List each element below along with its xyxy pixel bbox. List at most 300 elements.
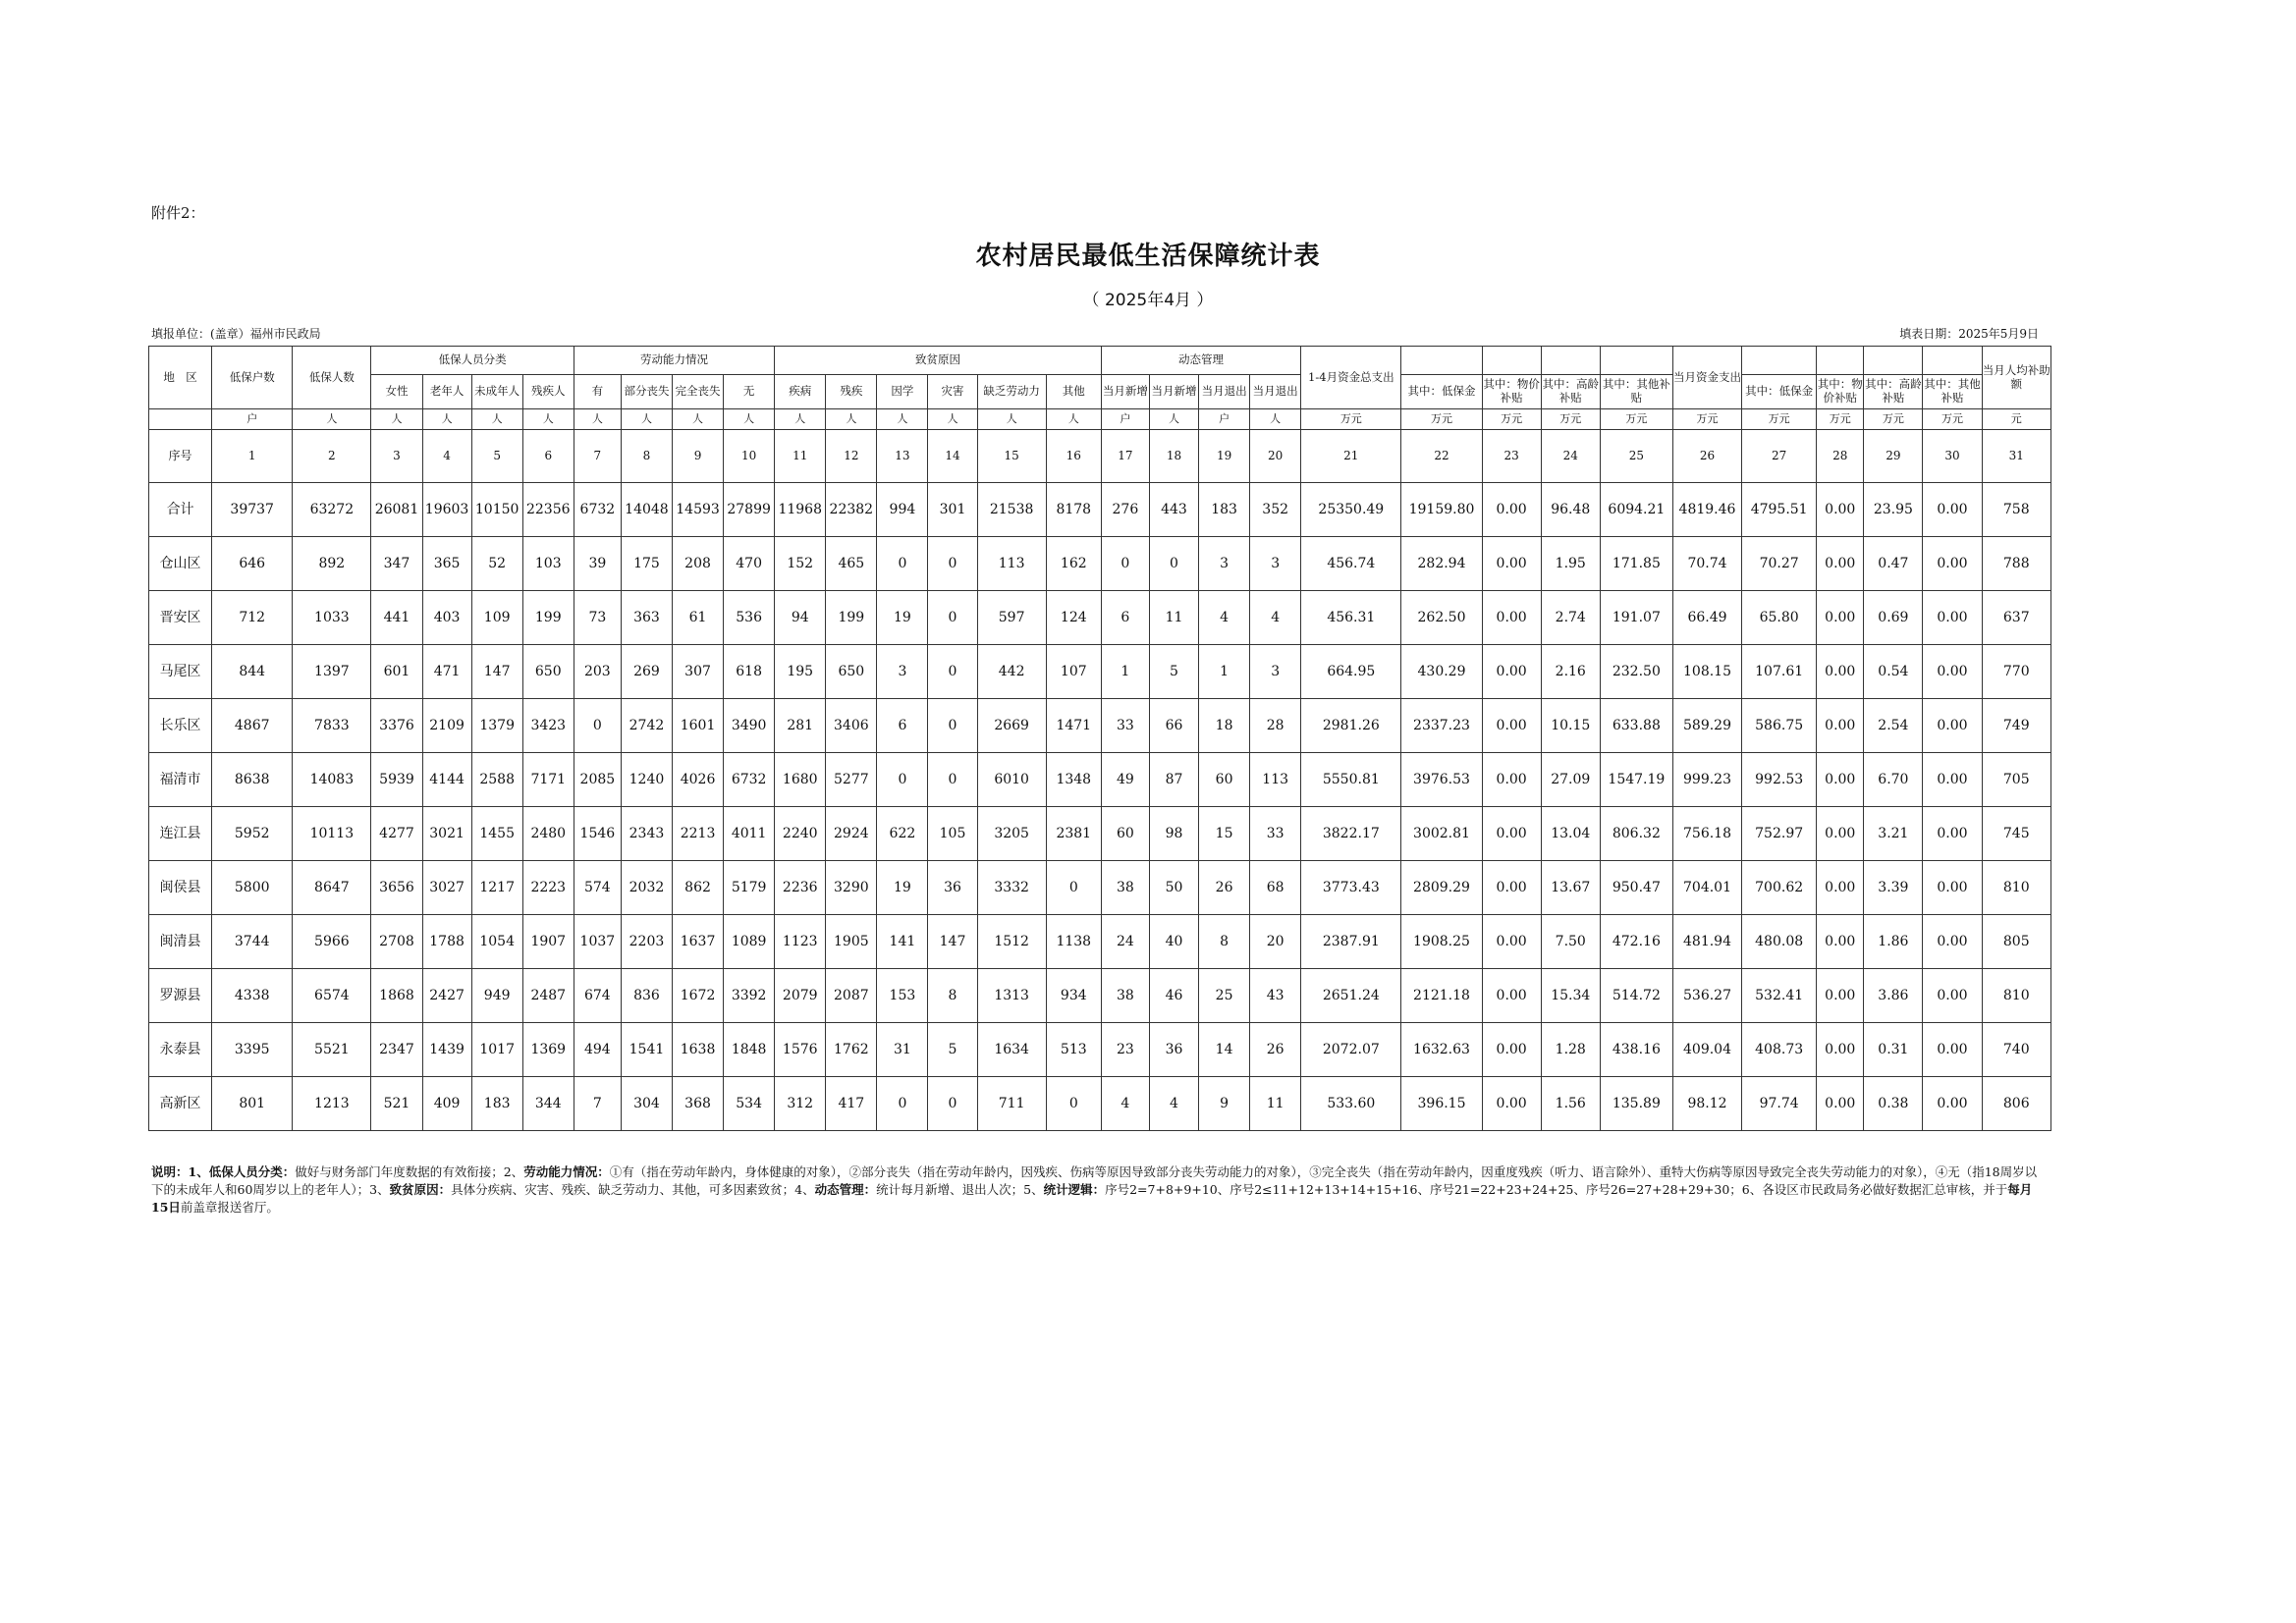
table-cell: 2109 [422,699,471,753]
table-cell: 183 [471,1077,522,1131]
table-cell: 0.00 [1923,753,1982,807]
table-cell: 4 [1199,591,1250,645]
table-cell: 15.34 [1541,969,1600,1023]
table-cell: 19 [877,861,928,915]
table-cell: 1397 [293,645,371,699]
table-cell: 0 [928,1077,977,1131]
table-cell: 470 [724,537,775,591]
table-cell: 66 [1149,699,1198,753]
total-cell: 0.00 [1817,483,1864,537]
header-month-expense: 当月资金支出 [1672,347,1741,409]
table-cell: 810 [1982,861,2050,915]
table-cell: 363 [621,591,672,645]
table-cell: 347 [371,537,422,591]
table-cell: 3021 [422,807,471,861]
total-cell: 10150 [471,483,522,537]
table-cell: 24 [1101,915,1149,969]
table-cell: 0.00 [1817,915,1864,969]
table-cell: 5179 [724,861,775,915]
table-row [149,969,2051,1023]
table-cell: 0.00 [1923,807,1982,861]
table-cell: 2203 [621,915,672,969]
total-cell: 21538 [977,483,1046,537]
note-text-classification: 做好与财务部门年度数据的有效衔接；2、 [295,1164,524,1179]
table-cell: 4026 [673,753,724,807]
table-cell: 704.01 [1672,861,1741,915]
unit-cell: 万元 [1742,409,1817,430]
table-cell: 3656 [371,861,422,915]
table-cell: 87 [1149,753,1198,807]
table-cell: 0.00 [1482,915,1541,969]
serial-cell: 1 [212,430,293,483]
total-cell: 26081 [371,483,422,537]
serial-cell: 27 [1742,430,1817,483]
total-cell: 19159.80 [1401,483,1482,537]
unit-cell: 人 [724,409,775,430]
region-name: 高新区 [149,1077,212,1131]
table-cell: 514.72 [1600,969,1672,1023]
table-cell: 38 [1101,969,1149,1023]
table-cell: 1868 [371,969,422,1023]
table-cell: 0 [1149,537,1198,591]
table-cell: 1908.25 [1401,915,1482,969]
serial-label: 序号 [149,430,212,483]
serial-cell: 6 [522,430,574,483]
table-cell: 2.74 [1541,591,1600,645]
report-period: （ 2025年4月 ） [1082,291,1214,310]
table-cell: 124 [1046,591,1101,645]
statistics-table [148,346,2051,1131]
total-cell: 276 [1101,483,1149,537]
table-cell: 674 [574,969,621,1023]
table-cell: 0.00 [1817,699,1864,753]
table-cell: 11 [1250,1077,1301,1131]
table-cell: 4 [1250,591,1301,645]
table-cell: 2669 [977,699,1046,753]
header-month-dibao: 其中：低保金 [1742,375,1817,409]
table-cell: 1.95 [1541,537,1600,591]
table-cell: 2708 [371,915,422,969]
unit-cell: 人 [471,409,522,430]
table-cell: 992.53 [1742,753,1817,807]
table-cell: 2236 [775,861,826,915]
unit-cell: 人 [422,409,471,430]
table-cell: 805 [1982,915,2050,969]
table-cell: 0.00 [1817,969,1864,1023]
table-cell: 2480 [522,807,574,861]
table-cell: 6010 [977,753,1046,807]
note-key-classification: 低保人员分类： [208,1164,296,1179]
table-row [149,1077,2051,1131]
serial-cell: 4 [422,430,471,483]
unit-cell: 人 [877,409,928,430]
table-row [149,915,2051,969]
total-cell: 4795.51 [1742,483,1817,537]
header-ytd-dibao: 其中：低保金 [1401,375,1482,409]
table-cell: 175 [621,537,672,591]
table-row [149,753,2051,807]
table-cell: 1037 [574,915,621,969]
table-cell: 5 [928,1023,977,1077]
table-cell: 13.67 [1541,861,1600,915]
table-cell: 113 [977,537,1046,591]
table-cell: 0 [928,753,977,807]
table-cell: 3332 [977,861,1046,915]
table-cell: 3.39 [1864,861,1923,915]
table-cell: 6 [1101,591,1149,645]
header-group-classification: 低保人员分类 [371,347,574,375]
note-prefix: 说明：1、 [151,1164,209,1179]
table-cell: 494 [574,1023,621,1077]
total-cell: 4819.46 [1672,483,1741,537]
table-cell: 0.00 [1482,753,1541,807]
unit-cell: 万元 [1301,409,1401,430]
unit-cell: 人 [1046,409,1101,430]
table-cell: 664.95 [1301,645,1401,699]
table-cell: 403 [422,591,471,645]
table-cell: 50 [1149,861,1198,915]
total-cell: 11968 [775,483,826,537]
table-cell: 68 [1250,861,1301,915]
serial-cell: 12 [826,430,877,483]
table-cell: 481.94 [1672,915,1741,969]
table-cell: 0.69 [1864,591,1923,645]
table-cell: 465 [826,537,877,591]
table-cell: 1033 [293,591,371,645]
table-cell: 5800 [212,861,293,915]
table-cell: 480.08 [1742,915,1817,969]
table-cell: 52 [471,537,522,591]
region-name: 马尾区 [149,645,212,699]
header-persons: 低保人数 [293,347,371,409]
header-blank [1864,347,1923,375]
table-cell: 0.00 [1482,807,1541,861]
table-cell: 7833 [293,699,371,753]
table-cell: 135.89 [1600,1077,1672,1131]
table-cell: 1905 [826,915,877,969]
table-cell: 1546 [574,807,621,861]
unit-cell: 户 [1199,409,1250,430]
total-cell: 301 [928,483,977,537]
table-cell: 13.04 [1541,807,1600,861]
table-cell: 2343 [621,807,672,861]
note-text-labor: ①有（指在劳动年龄内，身体健康的对象），②部分丧失（指在劳动年龄内，因残疾、伤病等原因导致部分丧失劳动能力的对象），③完全丧失（指在劳动年龄内，因重度残疾（听力、语言除外）、重特大伤病等原因导致完全丧失劳动能力的对象），④无（指18周岁以下的未成年人和60周岁以上的老年人）；3、 [151,1164,2038,1197]
table-cell: 521 [371,1077,422,1131]
table-cell: 73 [574,591,621,645]
table-cell: 8647 [293,861,371,915]
table-cell: 4277 [371,807,422,861]
table-cell: 6574 [293,969,371,1023]
unit-cell: 人 [1149,409,1198,430]
unit-cell: 万元 [1817,409,1864,430]
table-cell: 31 [877,1023,928,1077]
region-name: 长乐区 [149,699,212,753]
table-cell: 646 [212,537,293,591]
unit-cell: 万元 [1864,409,1923,430]
header-avg-subsidy: 当月人均补助额 [1982,347,2050,409]
table-cell: 5521 [293,1023,371,1077]
table-cell: 949 [471,969,522,1023]
table-cell: 2087 [826,969,877,1023]
note-text-deadline: 前盖章报送省厅。 [180,1200,279,1215]
table-cell: 601 [371,645,422,699]
serial-cell: 26 [1672,430,1741,483]
serial-cell: 28 [1817,430,1864,483]
serial-cell: 22 [1401,430,1482,483]
table-cell: 1576 [775,1023,826,1077]
note-text-logic: 序号2=7+8+9+10、序号2≤11+12+13+14+15+16、序号21=22+23+24+25、序号26=27+28+29+30；6、各设区市民政局务必做好数据汇总审核，并于 [1105,1182,2008,1197]
table-cell: 934 [1046,969,1101,1023]
table-cell: 4011 [724,807,775,861]
table-cell: 3290 [826,861,877,915]
table-cell: 28 [1250,699,1301,753]
table-cell: 745 [1982,807,2050,861]
unit-cell: 万元 [1401,409,1482,430]
table-cell: 711 [977,1077,1046,1131]
table-cell: 105 [928,807,977,861]
table-cell: 1632.63 [1401,1023,1482,1077]
table-cell: 1512 [977,915,1046,969]
region-name: 福清市 [149,753,212,807]
table-cell: 20 [1250,915,1301,969]
unit-cell: 人 [1250,409,1301,430]
unit-cell: 元 [1982,409,2050,430]
table-row [149,861,2051,915]
table-cell: 597 [977,591,1046,645]
serial-cell: 23 [1482,430,1541,483]
note-key-cause: 致贫原因： [389,1182,452,1197]
header-labor-none: 无 [724,375,775,409]
table-cell: 3423 [522,699,574,753]
table-cell: 740 [1982,1023,2050,1077]
table-cell: 1213 [293,1077,371,1131]
table-cell: 2223 [522,861,574,915]
unit-cell-blank [149,409,212,430]
table-cell: 756.18 [1672,807,1741,861]
serial-cell: 19 [1199,430,1250,483]
table-cell: 0.00 [1923,1023,1982,1077]
serial-cell: 13 [877,430,928,483]
table-cell: 1.28 [1541,1023,1600,1077]
note-key-deadline: 每月15日 [151,1182,2033,1215]
table-cell: 788 [1982,537,2050,591]
table-cell: 3392 [724,969,775,1023]
table-cell: 1 [1199,645,1250,699]
total-cell: 443 [1149,483,1198,537]
region-name: 闽侯县 [149,861,212,915]
header-blank [1923,347,1982,375]
attachment-label: 附件2： [151,204,205,222]
table-cell: 456.31 [1301,591,1401,645]
total-row [149,483,2051,537]
header-group-dynamic: 动态管理 [1101,347,1300,375]
table-cell: 368 [673,1077,724,1131]
header-exit-persons: 当月退出 [1250,375,1301,409]
unit-cell: 万元 [1482,409,1541,430]
table-cell: 456.74 [1301,537,1401,591]
table-cell: 33 [1250,807,1301,861]
total-cell: 352 [1250,483,1301,537]
table-cell: 107 [1046,645,1101,699]
table-cell: 70.74 [1672,537,1741,591]
table-cell: 25 [1199,969,1250,1023]
table-cell: 98.12 [1672,1077,1741,1131]
table-cell: 203 [574,645,621,699]
table-cell: 15 [1199,807,1250,861]
table-cell: 650 [826,645,877,699]
table-cell: 36 [928,861,977,915]
table-cell: 0.00 [1923,1077,1982,1131]
table-cell: 4867 [212,699,293,753]
table-cell: 1541 [621,1023,672,1077]
header-female: 女性 [371,375,422,409]
table-cell: 14083 [293,753,371,807]
table-cell: 3773.43 [1301,861,1401,915]
serial-cell: 8 [621,430,672,483]
table-cell: 1680 [775,753,826,807]
table-cell: 0.00 [1817,861,1864,915]
table-cell: 38 [1101,861,1149,915]
header-ytd-other: 其中：其他补贴 [1600,375,1672,409]
region-name: 永泰县 [149,1023,212,1077]
table-cell: 147 [471,645,522,699]
unit-cell: 人 [775,409,826,430]
table-cell: 18 [1199,699,1250,753]
table-cell: 950.47 [1600,861,1672,915]
serial-cell: 25 [1600,430,1672,483]
table-cell: 1313 [977,969,1046,1023]
serial-row [149,430,2051,483]
note-text-cause: 具体分疾病、灾害、残疾、缺乏劳动力、其他，可多因素致贫；4、 [451,1182,815,1197]
reporting-unit: 填报单位：(盖章）福州市民政局 [151,327,321,341]
table-cell: 396.15 [1401,1077,1482,1131]
table-cell: 1.86 [1864,915,1923,969]
note-key-dynamic: 动态管理： [814,1182,877,1197]
header-cause-other: 其他 [1046,375,1101,409]
table-cell: 533.60 [1301,1077,1401,1131]
table-cell: 0.31 [1864,1023,1923,1077]
table-cell: 536.27 [1672,969,1741,1023]
table-cell: 3205 [977,807,1046,861]
table-cell: 2213 [673,807,724,861]
header-blank [1600,347,1672,375]
total-cell: 96.48 [1541,483,1600,537]
table-cell: 409 [422,1077,471,1131]
header-blank [1401,347,1482,375]
table-cell: 0 [877,753,928,807]
table-cell: 1547.19 [1600,753,1672,807]
header-labor-complete: 完全丧失 [673,375,724,409]
table-cell: 0.00 [1817,753,1864,807]
table-cell: 749 [1982,699,2050,753]
table-cell: 589.29 [1672,699,1741,753]
unit-cell: 人 [673,409,724,430]
table-cell: 1762 [826,1023,877,1077]
table-cell: 70.27 [1742,537,1817,591]
table-cell: 1217 [471,861,522,915]
serial-cell: 2 [293,430,371,483]
table-cell: 2032 [621,861,672,915]
note-key-logic: 统计逻辑： [1043,1182,1106,1197]
table-cell: 3490 [724,699,775,753]
header-cause-disaster: 灾害 [928,375,977,409]
table-cell: 1455 [471,807,522,861]
table-cell: 8 [928,969,977,1023]
table-row [149,1023,2051,1077]
table-cell: 409.04 [1672,1023,1741,1077]
table-cell: 0 [928,591,977,645]
table-cell: 1240 [621,753,672,807]
serial-cell: 21 [1301,430,1401,483]
table-cell: 999.23 [1672,753,1741,807]
table-cell: 5966 [293,915,371,969]
unit-cell: 人 [826,409,877,430]
table-cell: 1017 [471,1023,522,1077]
unit-cell: 户 [1101,409,1149,430]
table-cell: 532.41 [1742,969,1817,1023]
table-cell: 441 [371,591,422,645]
table-cell: 637 [1982,591,2050,645]
table-cell: 2.54 [1864,699,1923,753]
table-cell: 650 [522,645,574,699]
total-cell: 22382 [826,483,877,537]
table-cell: 153 [877,969,928,1023]
table-cell: 0.00 [1482,1077,1541,1131]
table-cell: 208 [673,537,724,591]
table-cell: 152 [775,537,826,591]
header-exit-households: 当月退出 [1199,375,1250,409]
table-cell: 3744 [212,915,293,969]
table-cell: 1672 [673,969,724,1023]
total-cell: 994 [877,483,928,537]
table-cell: 0.00 [1923,699,1982,753]
table-cell: 586.75 [1742,699,1817,753]
table-cell: 65.80 [1742,591,1817,645]
table-cell: 27.09 [1541,753,1600,807]
unit-cell: 人 [293,409,371,430]
unit-cell: 人 [574,409,621,430]
table-cell: 10113 [293,807,371,861]
table-cell: 3 [877,645,928,699]
header-blank [1817,347,1864,375]
table-cell: 705 [1982,753,2050,807]
table-cell: 113 [1250,753,1301,807]
table-cell: 0.00 [1923,537,1982,591]
table-cell: 2347 [371,1023,422,1077]
serial-cell: 3 [371,430,422,483]
table-cell: 1601 [673,699,724,753]
table-cell: 4338 [212,969,293,1023]
table-cell: 61 [673,591,724,645]
table-cell: 141 [877,915,928,969]
total-cell: 14593 [673,483,724,537]
header-cause-disability: 残疾 [826,375,877,409]
region-name: 闽清县 [149,915,212,969]
table-row [149,645,2051,699]
unit-cell: 人 [522,409,574,430]
table-cell: 1788 [422,915,471,969]
header-new-households: 当月新增 [1101,375,1149,409]
table-cell: 8 [1199,915,1250,969]
table-cell: 752.97 [1742,807,1817,861]
table-cell: 40 [1149,915,1198,969]
table-cell: 2079 [775,969,826,1023]
total-cell: 8178 [1046,483,1101,537]
header-total-expense: 1-4月资金总支出 [1301,347,1401,409]
table-cell: 26 [1199,861,1250,915]
table-cell: 2072.07 [1301,1023,1401,1077]
page-title: 农村居民最低生活保障统计表 [975,242,1321,271]
